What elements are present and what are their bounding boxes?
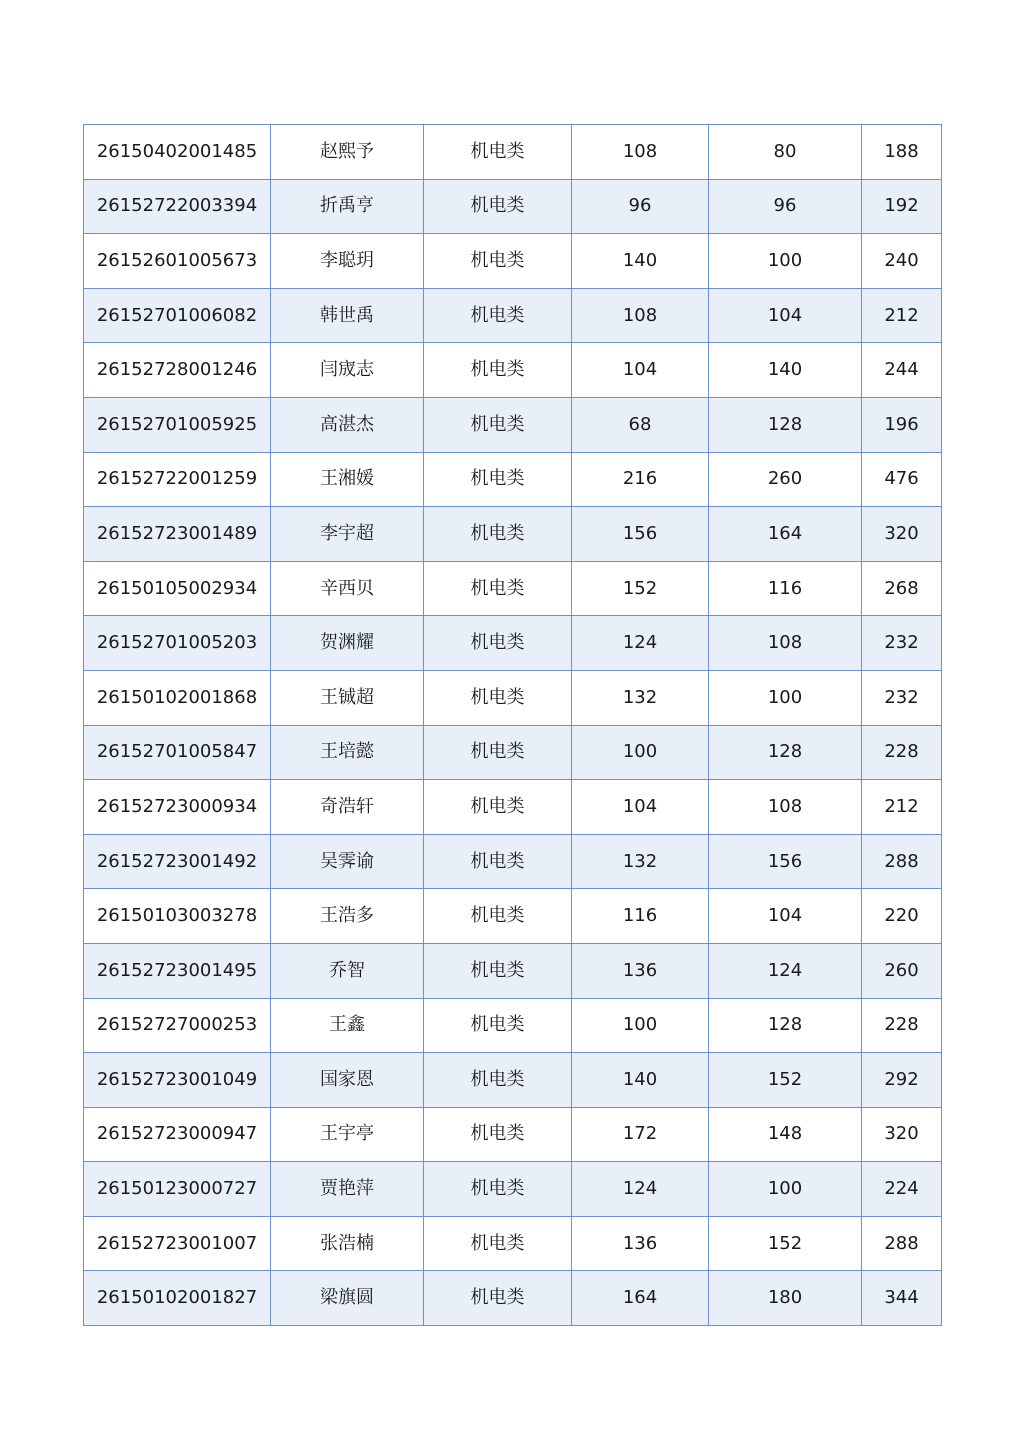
category-cell: 机电类 bbox=[424, 561, 572, 616]
category-cell: 机电类 bbox=[424, 1107, 572, 1162]
table-row bbox=[84, 288, 942, 343]
candidate-name-cell: 高湛杰 bbox=[271, 397, 424, 452]
score-2-cell: 104 bbox=[709, 889, 862, 944]
score-1-cell: 172 bbox=[572, 1107, 709, 1162]
total-score-cell: 292 bbox=[862, 1053, 942, 1108]
score-2-cell: 140 bbox=[709, 343, 862, 398]
category-cell: 机电类 bbox=[424, 780, 572, 835]
score-1-cell: 140 bbox=[572, 234, 709, 289]
candidate-name-cell: 王湘媛 bbox=[271, 452, 424, 507]
table-row bbox=[84, 125, 942, 180]
score-2-cell: 124 bbox=[709, 943, 862, 998]
candidate-id-cell: 26150102001868 bbox=[84, 670, 271, 725]
table-row bbox=[84, 780, 942, 835]
category-cell: 机电类 bbox=[424, 288, 572, 343]
score-2-cell: 128 bbox=[709, 725, 862, 780]
candidate-id-cell: 26152601005673 bbox=[84, 234, 271, 289]
candidate-id-cell: 26152722001259 bbox=[84, 452, 271, 507]
total-score-cell: 344 bbox=[862, 1271, 942, 1326]
score-1-cell: 96 bbox=[572, 179, 709, 234]
category-cell: 机电类 bbox=[424, 616, 572, 671]
table-row bbox=[84, 397, 942, 452]
score-1-cell: 100 bbox=[572, 998, 709, 1053]
category-cell: 机电类 bbox=[424, 725, 572, 780]
candidate-name-cell: 闫宬志 bbox=[271, 343, 424, 398]
score-1-cell: 216 bbox=[572, 452, 709, 507]
score-1-cell: 152 bbox=[572, 561, 709, 616]
score-2-cell: 148 bbox=[709, 1107, 862, 1162]
total-score-cell: 476 bbox=[862, 452, 942, 507]
category-cell: 机电类 bbox=[424, 343, 572, 398]
candidate-name-cell: 国家恩 bbox=[271, 1053, 424, 1108]
table-row bbox=[84, 507, 942, 562]
category-cell: 机电类 bbox=[424, 397, 572, 452]
score-1-cell: 104 bbox=[572, 343, 709, 398]
total-score-cell: 224 bbox=[862, 1162, 942, 1217]
score-1-cell: 68 bbox=[572, 397, 709, 452]
total-score-cell: 288 bbox=[862, 1216, 942, 1271]
candidate-name-cell: 奇浩轩 bbox=[271, 780, 424, 835]
total-score-cell: 232 bbox=[862, 616, 942, 671]
candidate-name-cell: 李聪玥 bbox=[271, 234, 424, 289]
candidate-id-cell: 26152727000253 bbox=[84, 998, 271, 1053]
candidate-id-cell: 26152723001049 bbox=[84, 1053, 271, 1108]
candidate-id-cell: 26152723001489 bbox=[84, 507, 271, 562]
total-score-cell: 228 bbox=[862, 998, 942, 1053]
candidate-name-cell: 梁旗圆 bbox=[271, 1271, 424, 1326]
total-score-cell: 268 bbox=[862, 561, 942, 616]
score-1-cell: 104 bbox=[572, 780, 709, 835]
table-row bbox=[84, 670, 942, 725]
total-score-cell: 244 bbox=[862, 343, 942, 398]
candidate-name-cell: 贾艳萍 bbox=[271, 1162, 424, 1217]
candidate-id-cell: 26152723001495 bbox=[84, 943, 271, 998]
score-2-cell: 100 bbox=[709, 670, 862, 725]
score-table-body bbox=[84, 125, 942, 1326]
category-cell: 机电类 bbox=[424, 1162, 572, 1217]
candidate-id-cell: 26152701006082 bbox=[84, 288, 271, 343]
score-1-cell: 136 bbox=[572, 1216, 709, 1271]
score-2-cell: 164 bbox=[709, 507, 862, 562]
candidate-id-cell: 26150123000727 bbox=[84, 1162, 271, 1217]
candidate-name-cell: 乔智 bbox=[271, 943, 424, 998]
category-cell: 机电类 bbox=[424, 670, 572, 725]
score-2-cell: 96 bbox=[709, 179, 862, 234]
category-cell: 机电类 bbox=[424, 943, 572, 998]
table-row bbox=[84, 1053, 942, 1108]
total-score-cell: 228 bbox=[862, 725, 942, 780]
score-2-cell: 152 bbox=[709, 1216, 862, 1271]
candidate-id-cell: 26150103003278 bbox=[84, 889, 271, 944]
category-cell: 机电类 bbox=[424, 179, 572, 234]
candidate-name-cell: 贺渊耀 bbox=[271, 616, 424, 671]
candidate-name-cell: 王铖超 bbox=[271, 670, 424, 725]
candidate-id-cell: 26152723001007 bbox=[84, 1216, 271, 1271]
score-1-cell: 108 bbox=[572, 125, 709, 180]
category-cell: 机电类 bbox=[424, 125, 572, 180]
category-cell: 机电类 bbox=[424, 507, 572, 562]
table-row bbox=[84, 834, 942, 889]
score-1-cell: 132 bbox=[572, 834, 709, 889]
score-2-cell: 128 bbox=[709, 397, 862, 452]
candidate-name-cell: 张浩楠 bbox=[271, 1216, 424, 1271]
candidate-name-cell: 王宇亭 bbox=[271, 1107, 424, 1162]
candidate-name-cell: 折禹亨 bbox=[271, 179, 424, 234]
total-score-cell: 188 bbox=[862, 125, 942, 180]
table-row bbox=[84, 998, 942, 1053]
table-row bbox=[84, 452, 942, 507]
candidate-id-cell: 26152722003394 bbox=[84, 179, 271, 234]
candidate-id-cell: 26152701005203 bbox=[84, 616, 271, 671]
category-cell: 机电类 bbox=[424, 998, 572, 1053]
score-1-cell: 132 bbox=[572, 670, 709, 725]
category-cell: 机电类 bbox=[424, 1271, 572, 1326]
table-row bbox=[84, 561, 942, 616]
table-row bbox=[84, 1107, 942, 1162]
score-1-cell: 100 bbox=[572, 725, 709, 780]
table-row bbox=[84, 725, 942, 780]
candidate-id-cell: 26152728001246 bbox=[84, 343, 271, 398]
score-2-cell: 260 bbox=[709, 452, 862, 507]
candidate-name-cell: 赵熙予 bbox=[271, 125, 424, 180]
score-2-cell: 100 bbox=[709, 234, 862, 289]
table-row bbox=[84, 179, 942, 234]
table-row bbox=[84, 1162, 942, 1217]
table-row bbox=[84, 1216, 942, 1271]
table-row bbox=[84, 234, 942, 289]
score-2-cell: 116 bbox=[709, 561, 862, 616]
category-cell: 机电类 bbox=[424, 452, 572, 507]
category-cell: 机电类 bbox=[424, 234, 572, 289]
table-row bbox=[84, 889, 942, 944]
score-2-cell: 128 bbox=[709, 998, 862, 1053]
score-2-cell: 180 bbox=[709, 1271, 862, 1326]
table-row bbox=[84, 943, 942, 998]
score-1-cell: 124 bbox=[572, 1162, 709, 1217]
category-cell: 机电类 bbox=[424, 889, 572, 944]
score-2-cell: 108 bbox=[709, 616, 862, 671]
score-1-cell: 156 bbox=[572, 507, 709, 562]
score-2-cell: 100 bbox=[709, 1162, 862, 1217]
candidate-name-cell: 李宇超 bbox=[271, 507, 424, 562]
total-score-cell: 232 bbox=[862, 670, 942, 725]
total-score-cell: 192 bbox=[862, 179, 942, 234]
candidate-id-cell: 26150105002934 bbox=[84, 561, 271, 616]
total-score-cell: 212 bbox=[862, 780, 942, 835]
candidate-name-cell: 王浩多 bbox=[271, 889, 424, 944]
score-2-cell: 104 bbox=[709, 288, 862, 343]
score-1-cell: 164 bbox=[572, 1271, 709, 1326]
candidate-name-cell: 王培懿 bbox=[271, 725, 424, 780]
total-score-cell: 212 bbox=[862, 288, 942, 343]
category-cell: 机电类 bbox=[424, 1216, 572, 1271]
score-2-cell: 156 bbox=[709, 834, 862, 889]
score-1-cell: 108 bbox=[572, 288, 709, 343]
score-2-cell: 152 bbox=[709, 1053, 862, 1108]
score-1-cell: 116 bbox=[572, 889, 709, 944]
candidate-name-cell: 韩世禹 bbox=[271, 288, 424, 343]
total-score-cell: 196 bbox=[862, 397, 942, 452]
candidate-name-cell: 王鑫 bbox=[271, 998, 424, 1053]
score-2-cell: 108 bbox=[709, 780, 862, 835]
score-2-cell: 80 bbox=[709, 125, 862, 180]
total-score-cell: 220 bbox=[862, 889, 942, 944]
candidate-id-cell: 26150102001827 bbox=[84, 1271, 271, 1326]
score-1-cell: 140 bbox=[572, 1053, 709, 1108]
score-1-cell: 136 bbox=[572, 943, 709, 998]
table-row bbox=[84, 1271, 942, 1326]
category-cell: 机电类 bbox=[424, 834, 572, 889]
category-cell: 机电类 bbox=[424, 1053, 572, 1108]
candidate-id-cell: 26152701005925 bbox=[84, 397, 271, 452]
candidate-name-cell: 吴霁谕 bbox=[271, 834, 424, 889]
score-table bbox=[83, 124, 942, 1326]
table-row bbox=[84, 343, 942, 398]
total-score-cell: 320 bbox=[862, 1107, 942, 1162]
candidate-id-cell: 26152701005847 bbox=[84, 725, 271, 780]
total-score-cell: 260 bbox=[862, 943, 942, 998]
total-score-cell: 320 bbox=[862, 507, 942, 562]
score-1-cell: 124 bbox=[572, 616, 709, 671]
candidate-id-cell: 26152723000934 bbox=[84, 780, 271, 835]
table-row bbox=[84, 616, 942, 671]
total-score-cell: 240 bbox=[862, 234, 942, 289]
candidate-id-cell: 26152723001492 bbox=[84, 834, 271, 889]
total-score-cell: 288 bbox=[862, 834, 942, 889]
candidate-id-cell: 26150402001485 bbox=[84, 125, 271, 180]
candidate-id-cell: 26152723000947 bbox=[84, 1107, 271, 1162]
candidate-name-cell: 辛西贝 bbox=[271, 561, 424, 616]
